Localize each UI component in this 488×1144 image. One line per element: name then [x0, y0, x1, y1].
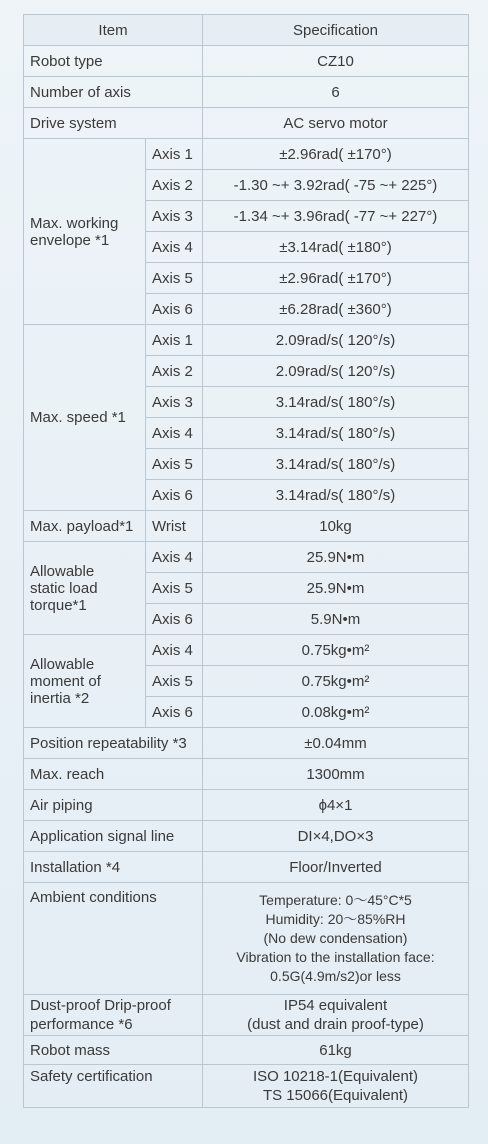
max-payload-sub-label: Wrist [146, 511, 203, 542]
robot-mass-label: Robot mass [24, 1036, 203, 1065]
row-dust-proof [24, 995, 469, 1036]
ambient-line: 0.5G(4.9m/s2)or less [270, 968, 401, 984]
air-piping-value: ϕ4×1 [203, 790, 469, 821]
row-speed-axis-1 [24, 325, 469, 356]
max-payload-label: Max. payload*1 [24, 511, 146, 542]
working-envelope-label [24, 139, 146, 325]
speed-axis-value: 3.14rad/s( 180°/s) [203, 449, 469, 480]
inertia-label-line: Allowable [30, 655, 95, 673]
position-repeatability-label: Position repeatability *3 [24, 728, 203, 759]
robot-type-value: CZ10 [203, 46, 469, 77]
torque-label-line: Allowable [30, 562, 95, 580]
speed-axis-label: Axis 2 [146, 356, 203, 387]
dust-proof-label-line: performance *6 [30, 1016, 133, 1033]
speed-axis-value: 3.14rad/s( 180°/s) [203, 387, 469, 418]
dust-proof-value [203, 995, 469, 1036]
installation-value: Floor/Inverted [203, 852, 469, 883]
inertia-axis-label: Axis 4 [146, 635, 203, 666]
ambient-line: Vibration to the installation face: [236, 949, 435, 965]
envelope-axis-label: Axis 6 [146, 294, 203, 325]
speed-axis-label: Axis 1 [146, 325, 203, 356]
envelope-axis-value: -1.34 ~+ 3.96rad( -77 ~+ 227°) [203, 201, 469, 232]
working-envelope-label-line: Max. working [30, 214, 119, 232]
position-repeatability-value: ±0.04mm [203, 728, 469, 759]
envelope-axis-value: ±3.14rad( ±180°) [203, 232, 469, 263]
row-torque-axis-4 [24, 542, 469, 573]
inertia-axis-value: 0.08kg•m² [203, 697, 469, 728]
number-of-axis-value: 6 [203, 77, 469, 108]
dust-proof-label [24, 995, 203, 1036]
row-max-reach [24, 759, 469, 790]
safety-certification-value [203, 1065, 469, 1108]
signal-line-label: Application signal line [24, 821, 203, 852]
inertia-label-line: moment of [30, 672, 101, 690]
safety-certification-label: Safety certification [24, 1065, 203, 1108]
envelope-axis-value: ±2.96rad( ±170°) [203, 139, 469, 170]
row-safety-certification [24, 1065, 469, 1108]
ambient-conditions-value [203, 883, 469, 995]
spec-table [23, 14, 469, 1108]
torque-label-line: static load [30, 579, 98, 597]
dust-proof-label-line: Dust-proof Drip-proof [30, 997, 171, 1014]
torque-axis-label: Axis 5 [146, 573, 203, 604]
envelope-axis-value: ±2.96rad( ±170°) [203, 263, 469, 294]
row-inertia-axis-4 [24, 635, 469, 666]
speed-axis-label: Axis 6 [146, 480, 203, 511]
speed-axis-value: 2.09rad/s( 120°/s) [203, 325, 469, 356]
max-reach-label: Max. reach [24, 759, 203, 790]
row-drive-system [24, 108, 469, 139]
drive-system-value: AC servo motor [203, 108, 469, 139]
ambient-line: (No dew condensation) [263, 930, 408, 946]
moment-of-inertia-label [24, 635, 146, 728]
static-load-torque-label [24, 542, 146, 635]
max-reach-value: 1300mm [203, 759, 469, 790]
robot-mass-value: 61kg [203, 1036, 469, 1065]
envelope-axis-label: Axis 3 [146, 201, 203, 232]
envelope-axis-label: Axis 4 [146, 232, 203, 263]
envelope-axis-value: -1.30 ~+ 3.92rad( -75 ~+ 225°) [203, 170, 469, 201]
row-ambient-conditions [24, 883, 469, 995]
inertia-axis-label: Axis 6 [146, 697, 203, 728]
envelope-axis-value: ±6.28rad( ±360°) [203, 294, 469, 325]
dust-proof-line: (dust and drain proof-type) [247, 1016, 424, 1033]
speed-axis-value: 2.09rad/s( 120°/s) [203, 356, 469, 387]
envelope-axis-label: Axis 2 [146, 170, 203, 201]
row-robot-mass [24, 1036, 469, 1065]
row-position-repeatability [24, 728, 469, 759]
ambient-conditions-label: Ambient conditions [24, 883, 203, 995]
header-specification: Specification [203, 15, 469, 46]
row-air-piping [24, 790, 469, 821]
safety-line: ISO 10218-1(Equivalent) [252, 1068, 419, 1085]
row-max-payload [24, 511, 469, 542]
drive-system-label: Drive system [24, 108, 203, 139]
row-number-of-axis [24, 77, 469, 108]
envelope-axis-label: Axis 5 [146, 263, 203, 294]
torque-axis-label: Axis 4 [146, 542, 203, 573]
torque-axis-value: 25.9N•m [203, 542, 469, 573]
row-envelope-axis-1 [24, 139, 469, 170]
signal-line-value: DI×4,DO×3 [203, 821, 469, 852]
torque-axis-value: 5.9N•m [203, 604, 469, 635]
inertia-axis-label: Axis 5 [146, 666, 203, 697]
max-payload-value: 10kg [203, 511, 469, 542]
speed-axis-label: Axis 3 [146, 387, 203, 418]
ambient-line: Humidity: 20～85%RH [265, 911, 406, 927]
torque-label-line: torque*1 [30, 596, 87, 614]
inertia-axis-value: 0.75kg•m² [203, 635, 469, 666]
torque-axis-label: Axis 6 [146, 604, 203, 635]
inertia-label-line: inertia *2 [30, 689, 90, 707]
air-piping-label: Air piping [24, 790, 203, 821]
robot-type-label: Robot type [24, 46, 203, 77]
speed-axis-value: 3.14rad/s( 180°/s) [203, 480, 469, 511]
dust-proof-line: IP54 equivalent [283, 997, 388, 1014]
inertia-axis-value: 0.75kg•m² [203, 666, 469, 697]
speed-axis-value: 3.14rad/s( 180°/s) [203, 418, 469, 449]
max-speed-label: Max. speed *1 [24, 325, 146, 511]
torque-axis-value: 25.9N•m [203, 573, 469, 604]
working-envelope-label-line: envelope *1 [30, 231, 110, 249]
installation-label: Installation *4 [24, 852, 203, 883]
ambient-line: Temperature: 0～45°C*5 [259, 892, 412, 908]
speed-axis-label: Axis 5 [146, 449, 203, 480]
row-robot-type [24, 46, 469, 77]
header-item: Item [24, 15, 203, 46]
header-row [24, 15, 469, 46]
row-installation [24, 852, 469, 883]
envelope-axis-label: Axis 1 [146, 139, 203, 170]
speed-axis-label: Axis 4 [146, 418, 203, 449]
row-signal-line [24, 821, 469, 852]
number-of-axis-label: Number of axis [24, 77, 203, 108]
safety-line: TS 15066(Equivalent) [262, 1087, 409, 1104]
